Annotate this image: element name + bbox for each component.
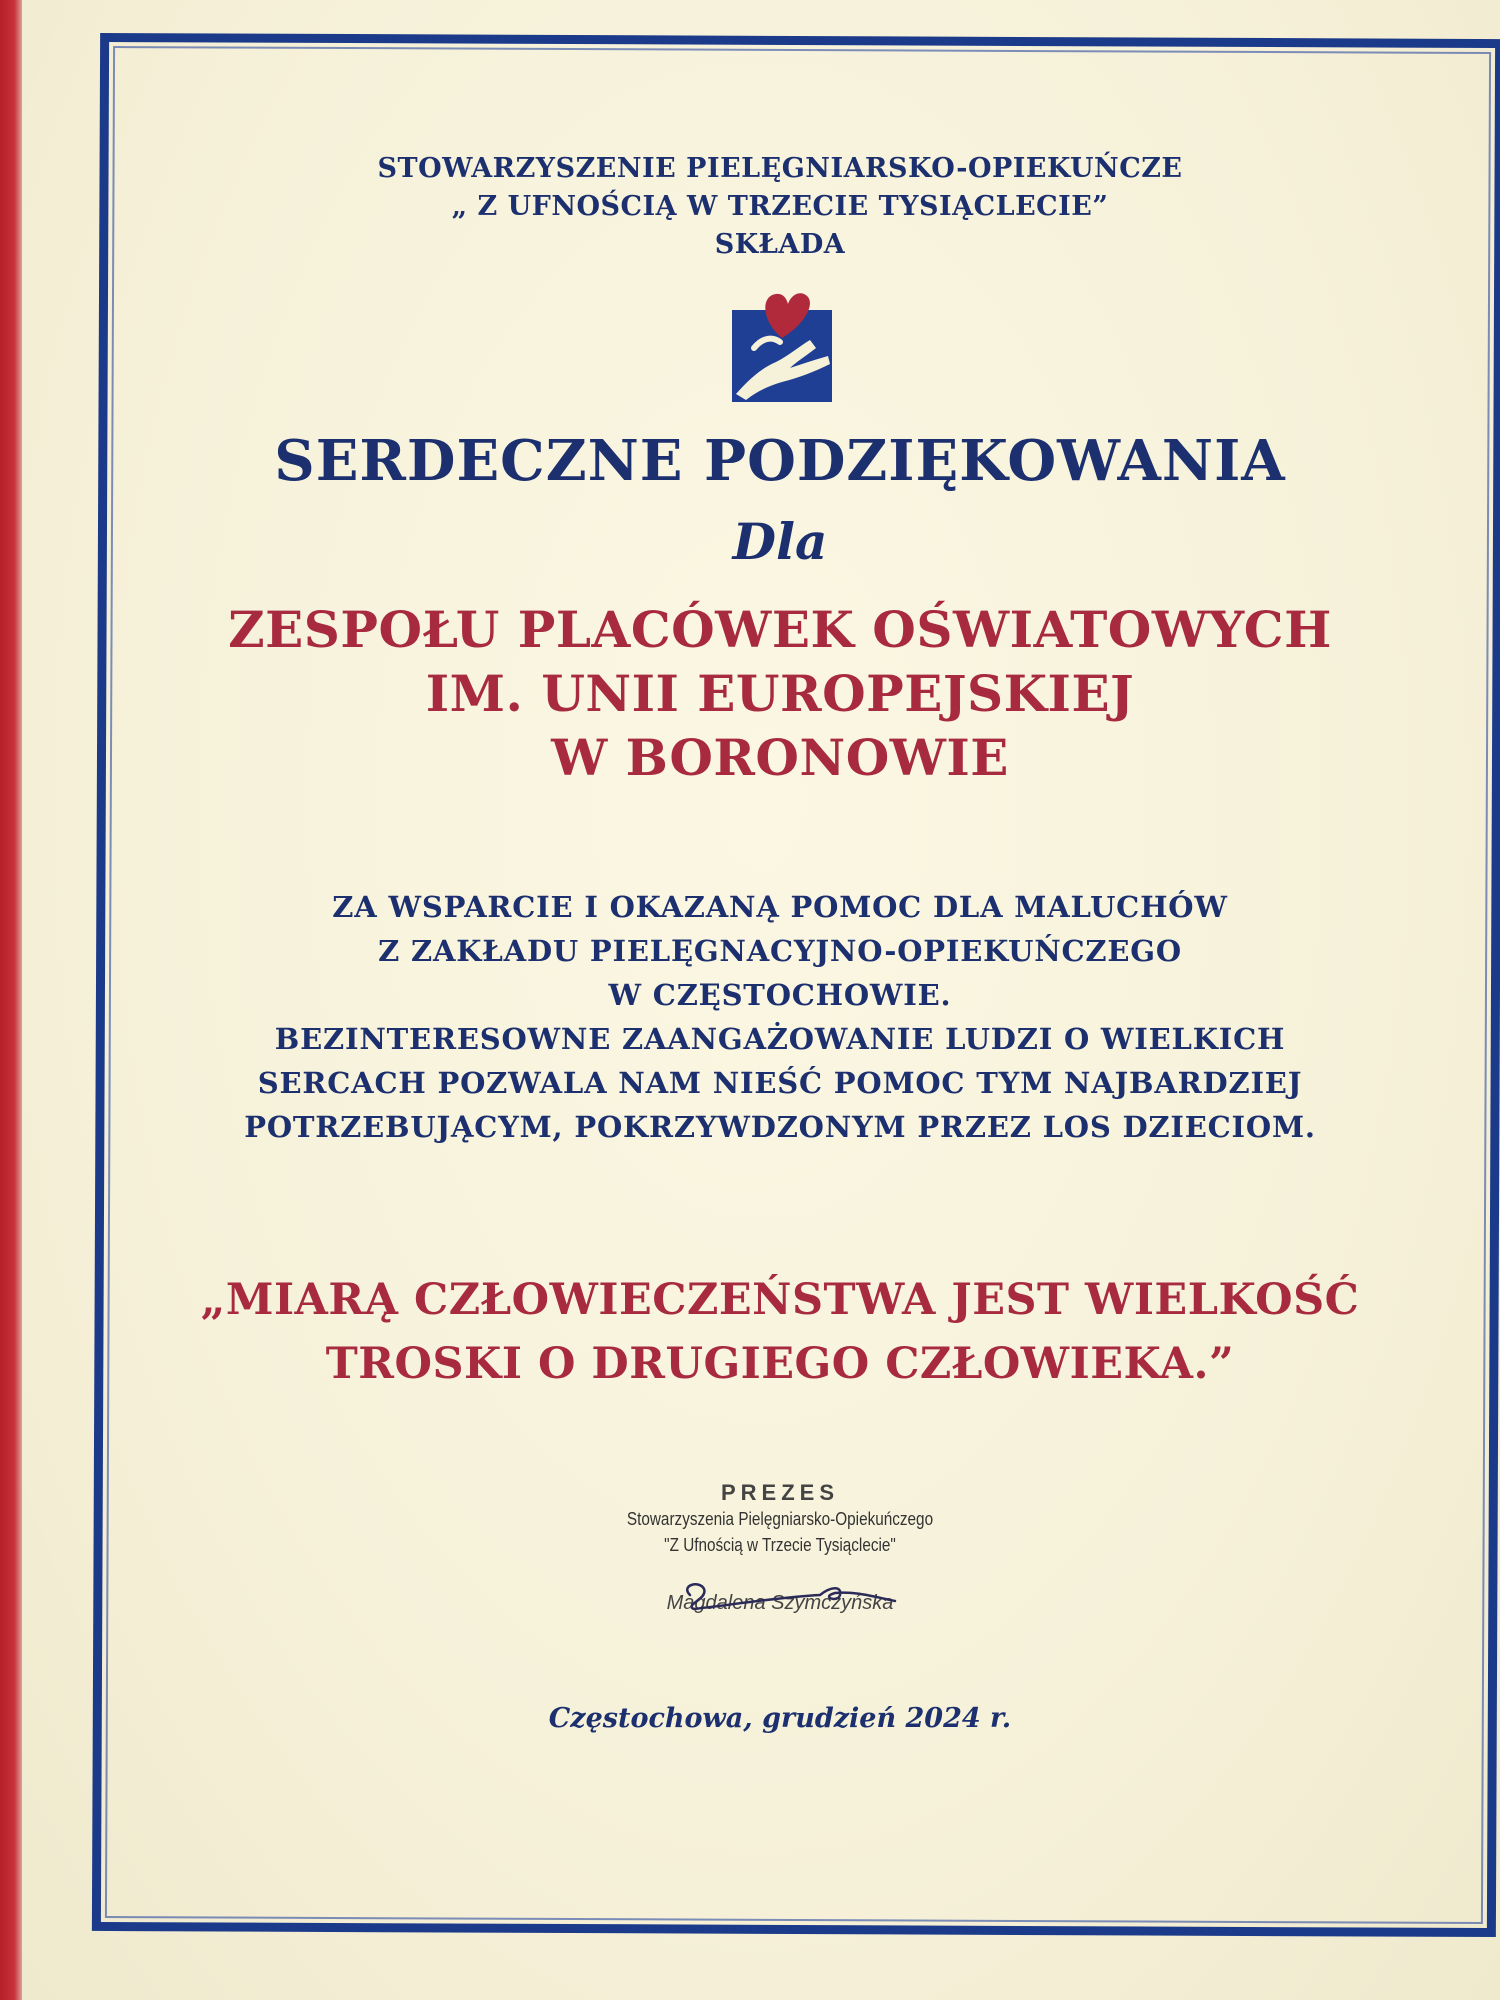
handwritten-signature [670,1575,900,1615]
body-line-2: Z ZAKŁADU PIELĘGNACYJNO-OPIEKUŃCZEGO [378,934,1182,968]
stamp-title: PREZES [720,1480,840,1505]
org-name-line-1: STOWARZYSZENIE PIELĘGNIARSKO-OPIEKUŃCZE [377,153,1183,184]
recipient-line-2: IM. UNII EUROPEJSKIEJ [425,664,1135,723]
thanks-body [120,885,1440,1149]
quote-block [120,1268,1440,1396]
stamp-name: Magdalena Szymczyńska [666,1592,894,1614]
quote-line-1: „MIARĄ CZŁOWIECZEŃSTWA JEST WIELKOŚĆ [200,1275,1360,1325]
quote-line-2: TROSKI O DRUGIEGO CZŁOWIEKA.” [325,1339,1235,1389]
org-verb-line: SKŁADA [714,229,846,260]
main-title: SERDECZNE PODZIĘKOWANIA [274,428,1286,494]
hand-holding-heart-icon [732,282,832,402]
certificate-content [120,150,1440,1750]
body-line-4: BEZINTERESOWNE ZAANGAŻOWANIE LUDZI O WIELKICH [274,1022,1286,1056]
body-line-6: POTRZEBUJĄCYM, POKRZYWDZONYM PRZEZ LOS DZIECIOM. [244,1110,1316,1144]
organization-header [120,150,1440,264]
body-line-1: ZA WSPARCIE I OKAZANĄ POMOC DLA MALUCHÓW [332,890,1228,924]
org-name-line-2: „ Z UFNOŚCIĄ W TRZECIE TYSIĄCLECIE” [451,191,1109,222]
dla-line: Dla [732,512,828,571]
body-line-5: SERCACH POZWALA NAM NIEŚĆ POMOC TYM NAJBARDZIEJ [257,1066,1303,1100]
body-line-3: W CZĘSTOCHOWIE. [608,978,952,1012]
recipient-line-1: ZESPOŁU PLACÓWEK OŚWIATOWYCH [228,600,1332,659]
stamp-org-line-2: "Z Ufnością w Trzecie Tysiąclecie" [664,1535,896,1555]
recipient-block [120,598,1440,790]
place-and-date: Częstochowa, grudzień 2024 r. [548,1703,1012,1734]
recipient-line-3: W BORONOWIE [551,728,1009,787]
stamp-org-line-1: Stowarzyszenia Pielęgniarsko-Opiekuńczego [626,1509,934,1529]
